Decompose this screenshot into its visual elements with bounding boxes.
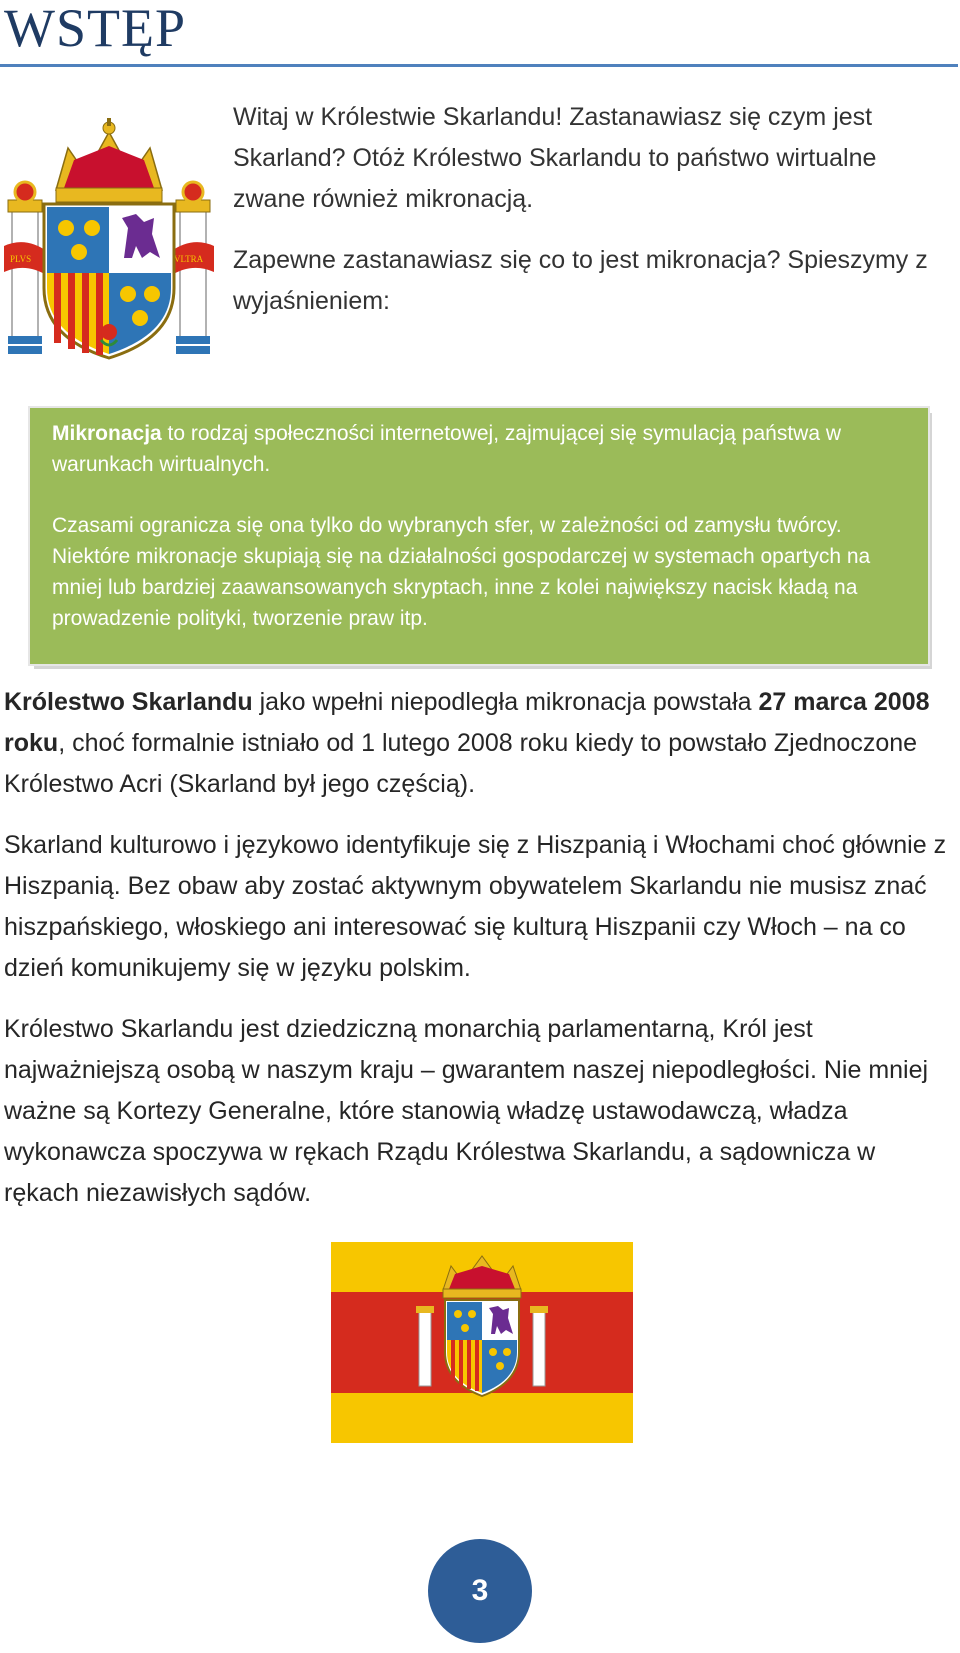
body-paragraph-1 xyxy=(4,682,956,805)
banner-left-text: PLVS xyxy=(10,254,32,264)
page-number-badge xyxy=(428,1539,532,1643)
intro-paragraph-2: Zapewne zastanawiasz się co to jest mikronacja? Spieszymy z wyjaśnieniem: xyxy=(233,246,928,315)
kingdom-name: Królestwo Skarlandu xyxy=(4,688,253,716)
callout-paragraph-1 xyxy=(52,418,906,480)
flag-image xyxy=(331,1242,633,1443)
body-section xyxy=(4,682,956,1234)
coat-of-arms-image xyxy=(4,118,214,364)
banner-right-text: VLTRA xyxy=(174,254,204,264)
body-text-span: jako wpełni niepodległa mikronacja powstała xyxy=(252,688,759,716)
page-title: WSTĘP xyxy=(4,0,187,58)
callout-term: Mikronacja xyxy=(52,422,162,445)
callout-paragraph-2: Czasami ogranicza się ona tylko do wybranych sfer, w zależności od zamysłu twórcy. Niektóre mikronacje skupiają się na działalności gospodarczej w systemach opartych na mniej lub bardziej zaawansowanych skryptach, inne z kolei największy nacisk kładą na prowadzenie polityki, tworzenie praw itp. xyxy=(52,514,871,630)
page-number: 3 xyxy=(471,1574,489,1607)
intro-section xyxy=(233,97,933,342)
callout-definition: to rodzaj społeczności internetowej, zajmującej się symulacją państwa w warunkach wirtualnych. xyxy=(52,422,842,476)
title-underline xyxy=(0,64,958,67)
body-paragraph-2: Skarland kulturowo i językowo identyfikuje się z Hiszpanią i Włochami choć głównie z Hiszpanią. Bez obaw aby zostać aktywnym obywatelem Skarlandu nie musisz znać hiszpańskiego, włoskiego ani interesować się kulturą Hiszpanii czy Włoch – na co dzień komunikujemy się w języku polskim. xyxy=(4,831,947,982)
definition-callout xyxy=(30,408,928,664)
body-text-span: , choć formalnie istniało od 1 lutego 2008 roku kiedy to powstało Zjednoczone Królestwo Acri (Skarland był jego częścią). xyxy=(4,729,918,798)
intro-paragraph-1: Witaj w Królestwie Skarlandu! Zastanawiasz się czym jest Skarland? Otóż Królestwo Skarlandu to państwo wirtualne zwane również mikronacją. xyxy=(233,103,877,213)
body-paragraph-3: Królestwo Skarlandu jest dziedziczną monarchią parlamentarną, Król jest najważniejszą osobą w naszym kraju – gwarantem naszej niepodległości. Nie mniej ważne są Kortezy Generalne, które stanowią władzę ustawodawczą, władza wykonawcza spoczywa w rękach Rządu Królestwa Skarlandu, a sądownicza w rękach niezawisłych sądów. xyxy=(4,1015,929,1207)
founding-date: 27 marca 2008 roku xyxy=(4,688,930,757)
